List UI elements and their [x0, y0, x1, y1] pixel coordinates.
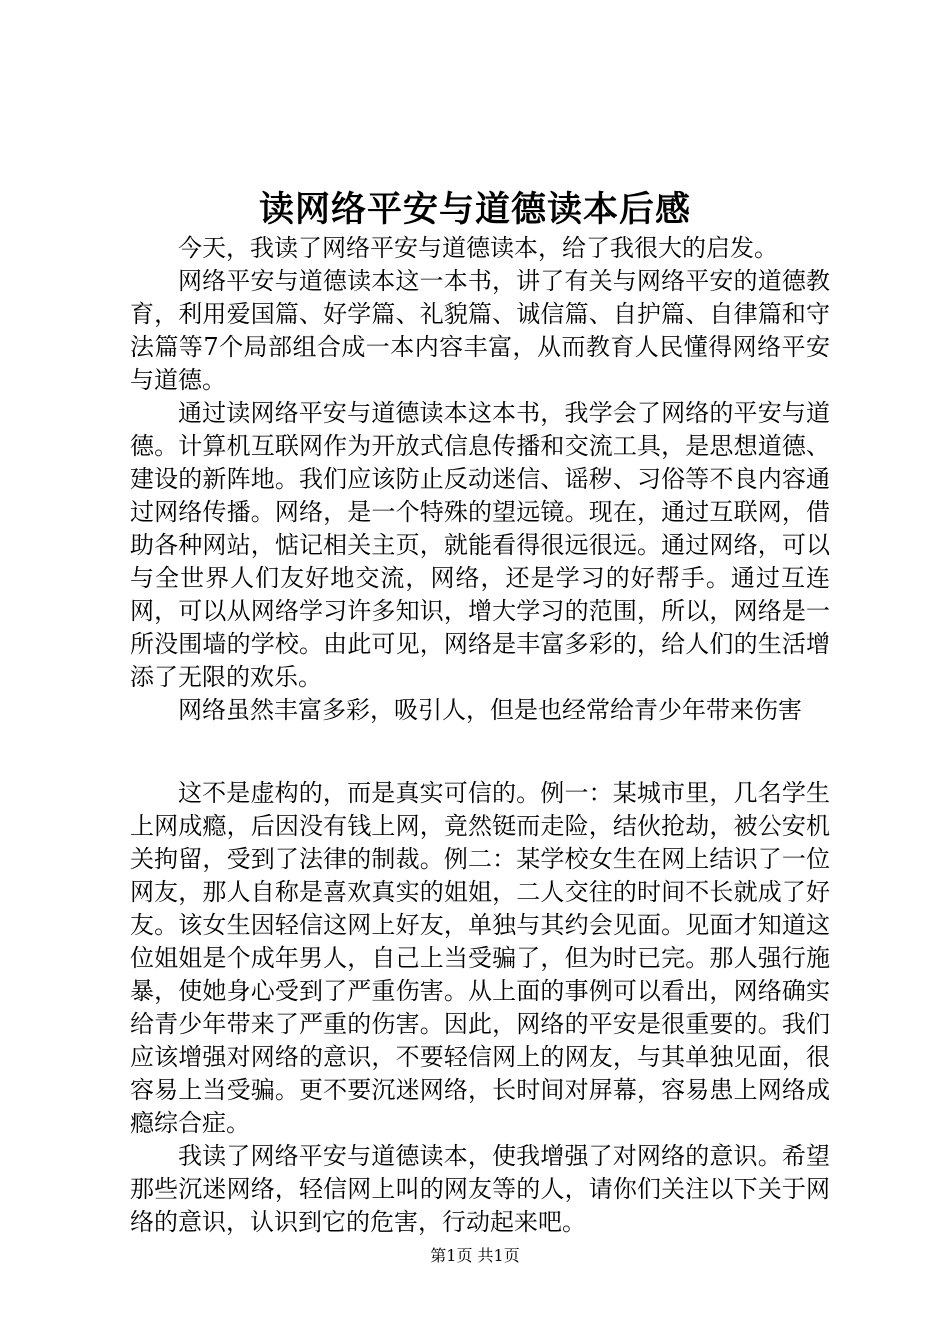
paragraph-intro: 今天，我读了网络平安与道德读本，给了我很大的启发。 [178, 234, 778, 262]
document-title: 读网络平安与道德读本后感 [258, 189, 691, 230]
paragraph-harm-intro: 网络虽然丰富多彩，吸引人，但是也经常给青少年带来伤害 [178, 696, 802, 724]
paragraph-examples: 这不是虚构的，而是真实可信的。例一：某城市里，几名学生上网成瘾，后因没有钱上网，竟然铤而走险，结伙抢劫，被公安机关拘留，受到了法律的制裁。例二：某学校女生在网上结识了一位网友，那人自称是喜欢真实的姐姐，二人交往的时间不长就成了好友。该女生因轻信这网上好友，单独与其约会见面。见面才知道这位姐姐是个成年男人，自己上当受骗了，但为时已完。那人强行施暴，使她身心受到了严重伤害。从上面的事例可以看出，网络确实给青少年带来了严重的伤害。因此，网络的平安是很重要的。我们应该增强对网络的意识，不要轻信网上的网友，与其单独见面，很容易上当受骗。更不要沉迷网络，长时间对屏幕，容易患上网络成瘾综合症。 [130, 779, 830, 1137]
paragraph-conclusion: 我读了网络平安与道德读本，使我增强了对网络的意识。希望那些沉迷网络，轻信网上叫的网友等的人，请你们关注以下关于网络的意识，认识到它的危害，行动起来吧。 [130, 1142, 830, 1236]
paragraph-what-learned: 通过读网络平安与道德读本这本书，我学会了网络的平安与道德。计算机互联网作为开放式信息传播和交流工具，是思想道德、建设的新阵地。我们应该防止反动迷信、谣秽、习俗等不良内容通过网络传播。网络，是一个特殊的望远镜。现在，通过互联网，借助各种网站，惦记相关主页，就能看得很远很远。通过网络，可以与全世界人们友好地交流，网络，还是学习的好帮手。通过互连网，可以从网络学习许多知识，增大学习的范围，所以，网络是一所没围墙的学校。由此可见，网络是丰富多彩的，给人们的生活增添了无限的欢乐。 [130, 399, 830, 691]
paragraph-book-summary: 网络平安与道德读本这一本书，讲了有关与网络平安的道德教育，利用爱国篇、好学篇、礼貌篇、诚信篇、自护篇、自律篇和守法篇等7个局部组合成一本内容丰富，从而教育人民懂得网络平安与道德。 [130, 267, 830, 394]
document-body [130, 232, 830, 1239]
page-number-footer: 第1页 共1页 [430, 1246, 520, 1265]
